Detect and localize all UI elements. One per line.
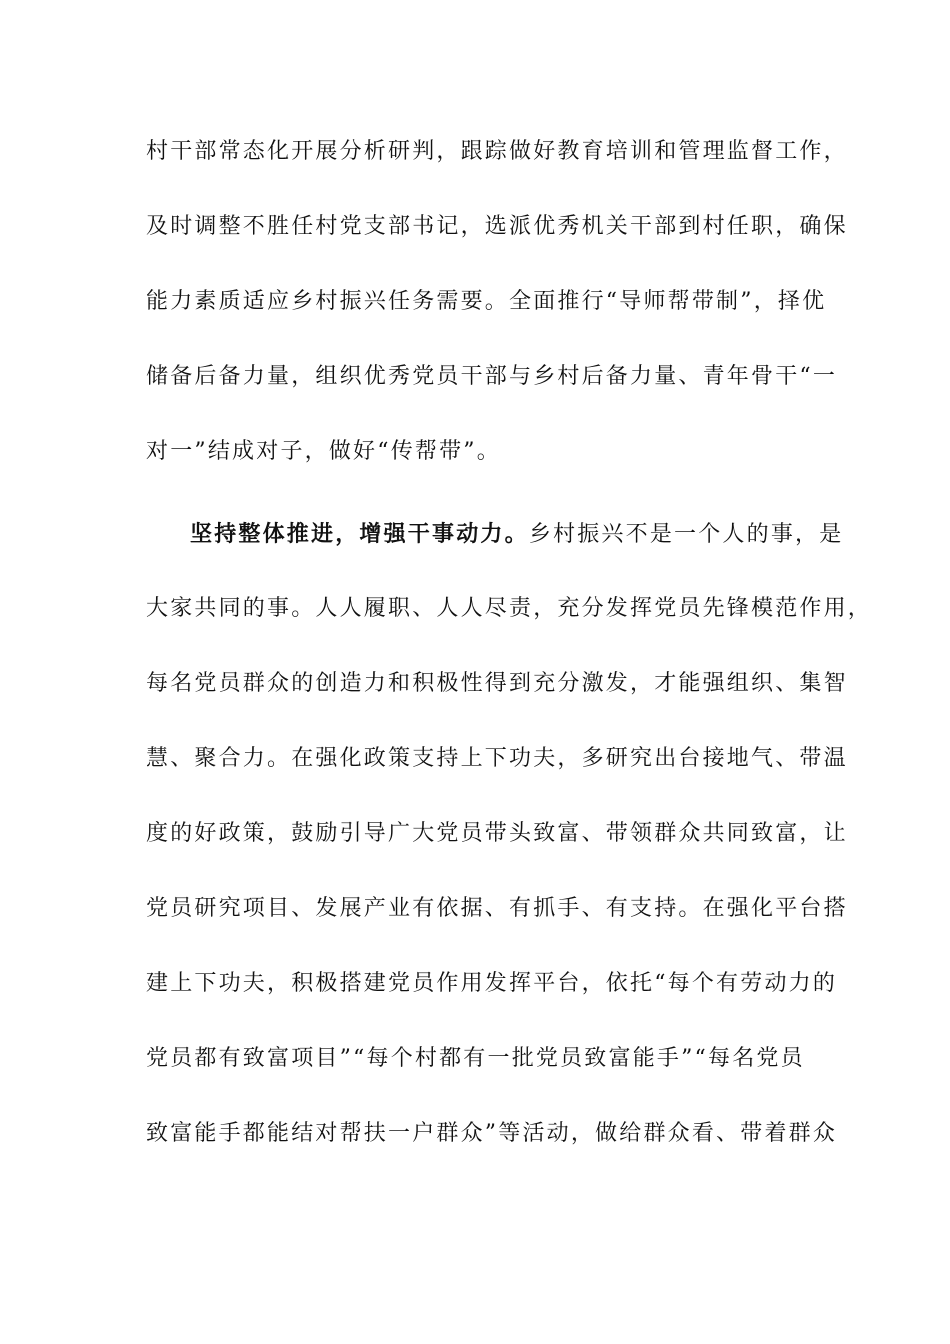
paragraph-line: 度的好政策，鼓励引导广大党员带头致富、带领群众共同致富，让 bbox=[146, 821, 848, 846]
paragraph-line: 村干部常态化开展分析研判，跟踪做好教育培训和管理监督工作， bbox=[146, 139, 848, 164]
paragraph-line: 大家共同的事。人人履职、人人尽责，充分发挥党员先锋模范作用， bbox=[146, 596, 873, 621]
paragraph-line: 致富能手都能结对帮扶一户群众”等活动，做给群众看、带着群众 bbox=[146, 1121, 838, 1146]
paragraph-line: 慧、聚合力。在强化政策支持上下功夫，多研究出台接地气、带温 bbox=[146, 746, 848, 771]
paragraph-line: 建上下功夫，积极搭建党员作用发挥平台，依托“每个有劳动力的 bbox=[146, 971, 838, 996]
section-heading: 坚持整体推进，增强干事动力。 bbox=[190, 521, 529, 547]
paragraph-text: 乡村振兴不是一个人的事，是 bbox=[528, 522, 844, 547]
paragraph-line: 党员研究项目、发展产业有依据、有抓手、有支持。在强化平台搭 bbox=[146, 896, 848, 921]
paragraph-line: 及时调整不胜任村党支部书记，选派优秀机关干部到村任职，确保 bbox=[146, 214, 848, 239]
paragraph-line: 储备后备力量，组织优秀党员干部与乡村后备力量、青年骨干“一 bbox=[146, 364, 838, 389]
paragraph-line: 对一”结成对子，做好“传帮带”。 bbox=[146, 439, 501, 464]
paragraph-line: 党员都有致富项目”“每个村都有一批党员致富能手”“每名党员 bbox=[146, 1046, 805, 1071]
paragraph-first-line bbox=[190, 520, 850, 549]
paragraph-line: 能力素质适应乡村振兴任务需要。全面推行“导师帮带制”，择优 bbox=[146, 289, 827, 314]
paragraph-line: 每名党员群众的创造力和积极性得到充分激发，才能强组织、集智 bbox=[146, 671, 848, 696]
